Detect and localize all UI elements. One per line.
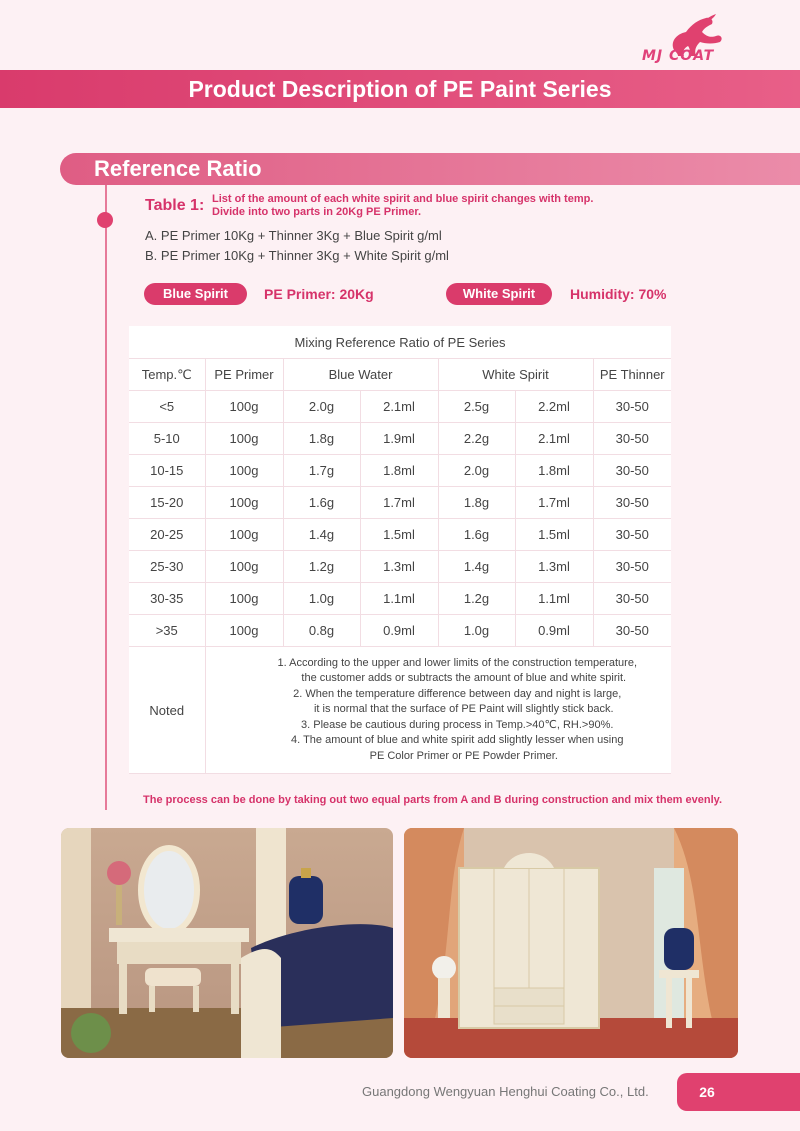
header-blue-water: Blue Water (283, 359, 438, 391)
table-cell: 1.7g (283, 455, 360, 487)
table-cell: 2.5g (438, 391, 515, 423)
table-cell: 5-10 (129, 423, 205, 455)
table-note-line: Divide into two parts in 20Kg PE Primer. (212, 206, 422, 218)
formula-b: B. PE Primer 10Kg + Thinner 3Kg + White Spirit g/ml (145, 248, 449, 263)
table-cell: 30-50 (593, 583, 671, 615)
table-cell: 20-25 (129, 519, 205, 551)
table-row (129, 519, 671, 551)
table-cell: >35 (129, 615, 205, 647)
page-title: Product Description of PE Paint Series (0, 70, 800, 108)
timeline-line (105, 185, 107, 810)
note-item-cont: the customer adds or subtracts the amount of blue and white spirit. (301, 672, 627, 685)
table-cell: 100g (205, 551, 283, 583)
table-cell: 1.1ml (360, 583, 438, 615)
table-row (129, 583, 671, 615)
table-row (129, 487, 671, 519)
table-cell: 30-50 (593, 487, 671, 519)
note-item: 3. Please be cautious during process in Temp.>40℃, RH.>90%. (301, 718, 614, 731)
table-cell: 100g (205, 583, 283, 615)
table-cell: 1.6g (438, 519, 515, 551)
table-cell: 1.2g (283, 551, 360, 583)
wardrobe-photo (404, 828, 738, 1058)
table-cell: 30-50 (593, 423, 671, 455)
humidity-note: Humidity: 70% (570, 286, 667, 302)
table-cell: 0.8g (283, 615, 360, 647)
table-cell: <5 (129, 391, 205, 423)
timeline-dot (97, 212, 113, 228)
table-note-line: List of the amount of each white spirit and blue spirit changes with temp. (212, 193, 594, 205)
header-temp: Temp.℃ (129, 359, 205, 391)
table-cell: 0.9ml (360, 615, 438, 647)
table-cell: 1.7ml (515, 487, 593, 519)
table-cell: 100g (205, 423, 283, 455)
table-cell: 30-50 (593, 519, 671, 551)
table-cell: 1.1ml (515, 583, 593, 615)
table-cell: 1.6g (283, 487, 360, 519)
note-item-cont: PE Color Primer or PE Powder Primer. (369, 749, 558, 762)
table-caption: Mixing Reference Ratio of PE Series (129, 326, 671, 359)
bottom-note: The process can be done by taking out two equal parts from A and B during construction and mix them evenly. (143, 794, 723, 806)
page-number: 26 (699, 1084, 715, 1100)
table-cell: 1.4g (438, 551, 515, 583)
table-cell: 1.8g (438, 487, 515, 519)
table-cell: 1.4g (283, 519, 360, 551)
table-cell: 15-20 (129, 487, 205, 519)
header-pe-primer: PE Primer (205, 359, 283, 391)
table-cell: 2.1ml (360, 391, 438, 423)
note-item: 2. When the temperature difference between day and night is large, (293, 687, 622, 700)
table-cell: 2.2ml (515, 391, 593, 423)
section-title: Reference Ratio (94, 156, 262, 181)
table-cell: 30-50 (593, 391, 671, 423)
table-cell: 1.2g (438, 583, 515, 615)
table-cell: 25-30 (129, 551, 205, 583)
table-cell: 100g (205, 487, 283, 519)
table-row (129, 615, 671, 647)
table-note (212, 193, 593, 219)
notes-label: Noted (129, 647, 205, 774)
table-cell: 0.9ml (515, 615, 593, 647)
table-cell: 2.0g (283, 391, 360, 423)
table-cell: 30-50 (593, 615, 671, 647)
table-cell: 1.9ml (360, 423, 438, 455)
table-cell: 100g (205, 519, 283, 551)
brand-name: MJ COAT (642, 48, 715, 64)
table-cell: 1.5ml (360, 519, 438, 551)
table-cell: 1.5ml (515, 519, 593, 551)
table-cell: 100g (205, 391, 283, 423)
table-cell: 2.0g (438, 455, 515, 487)
table-cell: 30-50 (593, 455, 671, 487)
mixing-ratio-table (129, 326, 671, 774)
table-row (129, 455, 671, 487)
table-cell: 100g (205, 615, 283, 647)
white-spirit-pill: White Spirit (446, 283, 552, 305)
table-cell: 2.1ml (515, 423, 593, 455)
blue-spirit-pill: Blue Spirit (144, 283, 247, 305)
table-cell: 1.3ml (515, 551, 593, 583)
pe-primer-note: PE Primer: 20Kg (264, 286, 374, 302)
formula-a: A. PE Primer 10Kg + Thinner 3Kg + Blue Spirit g/ml (145, 228, 442, 243)
table-cell: 30-35 (129, 583, 205, 615)
footer-company: Guangdong Wengyuan Henghui Coating Co., Ltd. (362, 1084, 649, 1099)
table-cell: 1.3ml (360, 551, 438, 583)
table-cell: 1.0g (283, 583, 360, 615)
table-row (129, 391, 671, 423)
table-cell: 10-15 (129, 455, 205, 487)
header-white-spirit: White Spirit (438, 359, 593, 391)
note-item: 1. According to the upper and lower limits of the construction temperature, (277, 656, 638, 669)
table-cell: 1.0g (438, 615, 515, 647)
note-item: 4. The amount of blue and white spirit add slightly lesser when using (291, 734, 624, 747)
table-row (129, 551, 671, 583)
table-label: Table 1: (145, 197, 205, 214)
table-cell: 2.2g (438, 423, 515, 455)
header-pe-thinner: PE Thinner (593, 359, 671, 391)
notes-list (205, 647, 671, 774)
table-cell: 1.8ml (360, 455, 438, 487)
table-cell: 1.8ml (515, 455, 593, 487)
table-cell: 100g (205, 455, 283, 487)
table-cell: 1.7ml (360, 487, 438, 519)
table-cell: 30-50 (593, 551, 671, 583)
table-cell: 1.8g (283, 423, 360, 455)
table-row (129, 423, 671, 455)
note-item-cont: it is normal that the surface of PE Paint will slightly stick back. (313, 703, 614, 716)
dressing-table-photo (61, 828, 393, 1058)
